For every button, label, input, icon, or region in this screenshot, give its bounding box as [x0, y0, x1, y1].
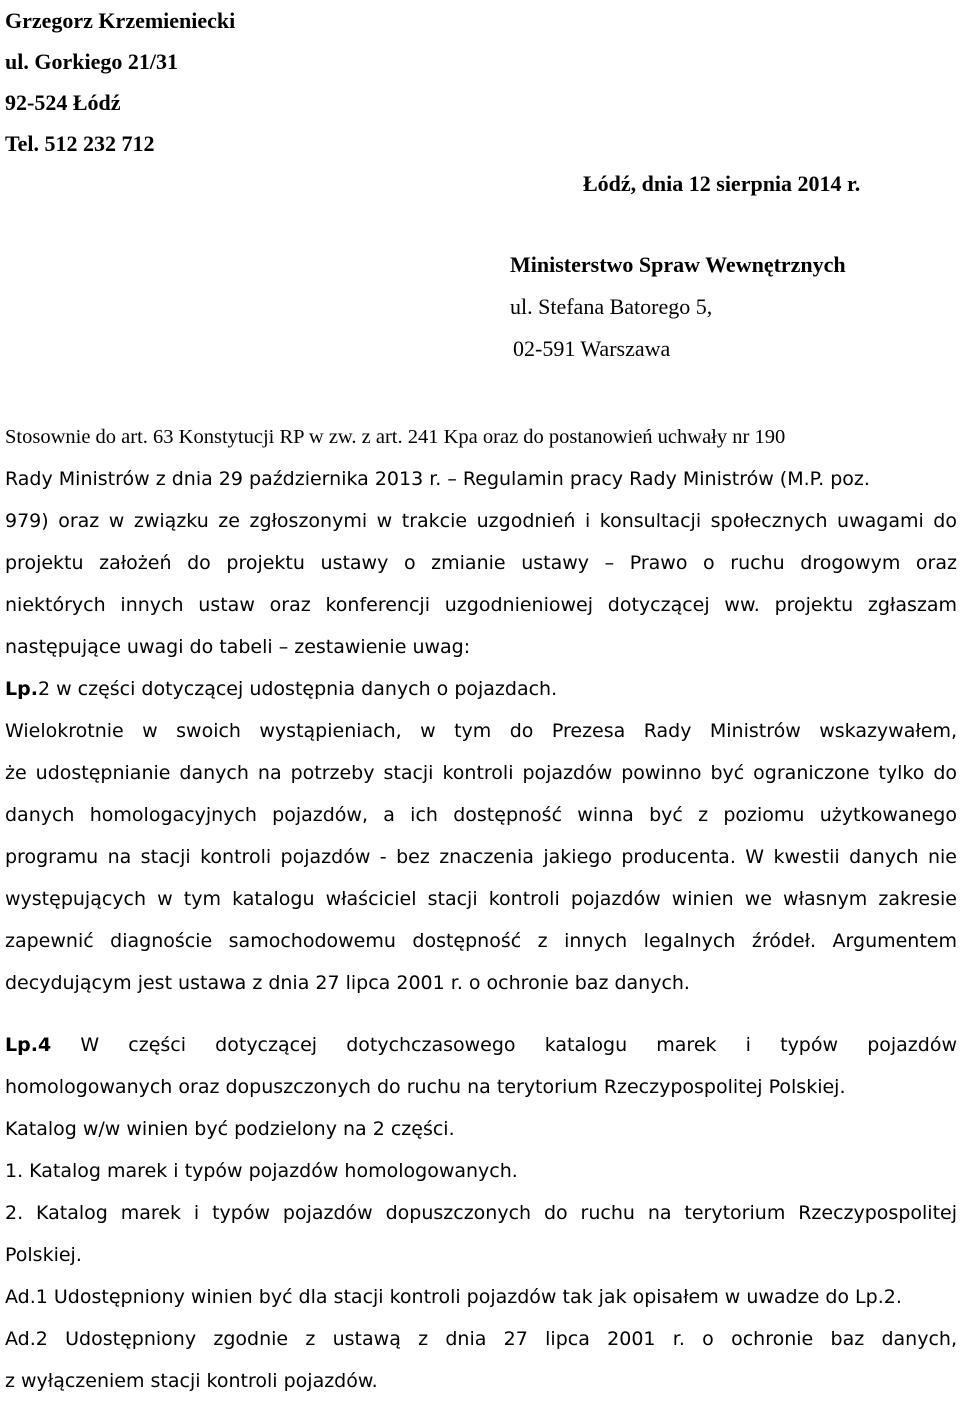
lp4-line: homologowanych oraz dopuszczonych do ruchu na terytorium Rzeczypospolitej Polskiej.: [5, 1076, 846, 1098]
lp2-line: zapewnić diagnoście samochodowemu dostępność z innych legalnych źródeł. Argumentem: [5, 930, 957, 952]
lp4-item: 1. Katalog marek i typów pojazdów homologowanych.: [5, 1160, 518, 1182]
intro-line: niektórych innych ustaw oraz konferencji uzgodnieniowej dotyczącej ww. projektu zgłaszam: [5, 594, 957, 616]
sender-phone: Tel. 512 232 712: [5, 131, 155, 156]
ad1-line: Ad.1 Udostępniony winien być dla stacji kontroli pojazdów tak jak opisałem w uwadze do Lp.2.: [5, 1286, 902, 1308]
intro-paragraph: [5, 416, 957, 668]
lp4-line: [5, 1024, 957, 1066]
lp2-line: programu na stacji kontroli pojazdów - bez znaczenia jakiego producenta. W kwestii danych nie: [5, 846, 957, 868]
lp2-line: że udostępnianie danych na potrzeby stacji kontroli pojazdów powinno być ograniczone tylko do: [5, 762, 957, 784]
recipient-name: Ministerstwo Spraw Wewnętrznych: [510, 252, 846, 277]
lp4-label: Lp.4: [5, 1034, 52, 1056]
sender-name: Grzegorz Krzemieniecki: [5, 8, 236, 33]
sender-street: ul. Gorkiego 21/31: [5, 49, 178, 74]
intro-line: projektu założeń do projektu ustawy o zmianie ustawy – Prawo o ruchu drogowym oraz: [5, 552, 957, 574]
intro-line: Rady Ministrów z dnia 29 października 2013 r. – Regulamin pracy Rady Ministrów (M.P. poz.: [5, 468, 870, 490]
letter-body: [5, 416, 957, 1402]
ad2-line: Ad.2 Udostępniony zgodnie z ustawą z dnia 27 lipca 2001 r. o ochronie baz danych,: [5, 1328, 957, 1350]
recipient-city: 02-591 Warszawa: [513, 336, 671, 361]
lp2-line: Wielokrotnie w swoich wystąpieniach, w tym do Prezesa Rady Ministrów wskazywałem,: [5, 720, 957, 742]
lp4-item: 2. Katalog marek i typów pojazdów dopuszczonych do ruchu na terytorium Rzeczypospolitej: [5, 1202, 957, 1224]
letter-date: Łódź, dnia 12 sierpnia 2014 r.: [583, 171, 861, 196]
lp4-item: Polskiej.: [5, 1244, 82, 1266]
lp2-text: 2 w części dotyczącej udostępnia danych o pojazdach.: [37, 678, 558, 700]
sender-block: [5, 0, 235, 164]
lp4-line: Katalog w/w winien być podzielony na 2 części.: [5, 1118, 455, 1140]
lp2-heading: [5, 668, 957, 710]
ad2-line: z wyłączeniem stacji kontroli pojazdów.: [5, 1370, 378, 1392]
recipient-street: ul. Stefana Batorego 5,: [510, 294, 713, 319]
lp2-line: występujących w tym katalogu właściciel stacji kontroli pojazdów winien we własnym zakresie: [5, 888, 957, 910]
lp4-text: W części dotyczącej dotychczasowego katalogu marek i typów pojazdów: [80, 1034, 957, 1056]
sender-city: 92-524 Łódź: [5, 90, 121, 115]
intro-line: następujące uwagi do tabeli – zestawienie uwag:: [5, 636, 471, 658]
lp4-section: [5, 1024, 957, 1276]
lp2-line: danych homologacyjnych pojazdów, a ich dostępność winna być z poziomu użytkowanego: [5, 804, 957, 826]
lp2-label: Lp.: [5, 678, 38, 700]
lp2-paragraph: [5, 710, 957, 1004]
lp2-line: decydującym jest ustawa z dnia 27 lipca 2001 r. o ochronie baz danych.: [5, 972, 690, 994]
intro-line: 979) oraz w związku ze zgłoszonymi w trakcie uzgodnień i konsultacji społecznych uwagami do: [5, 510, 957, 532]
intro-line: Stosownie do art. 63 Konstytucji RP w zw. z art. 241 Kpa oraz do postanowień uchwały nr 190: [5, 426, 786, 448]
recipient-block: [510, 244, 846, 370]
paragraph-gap: [5, 1004, 957, 1024]
